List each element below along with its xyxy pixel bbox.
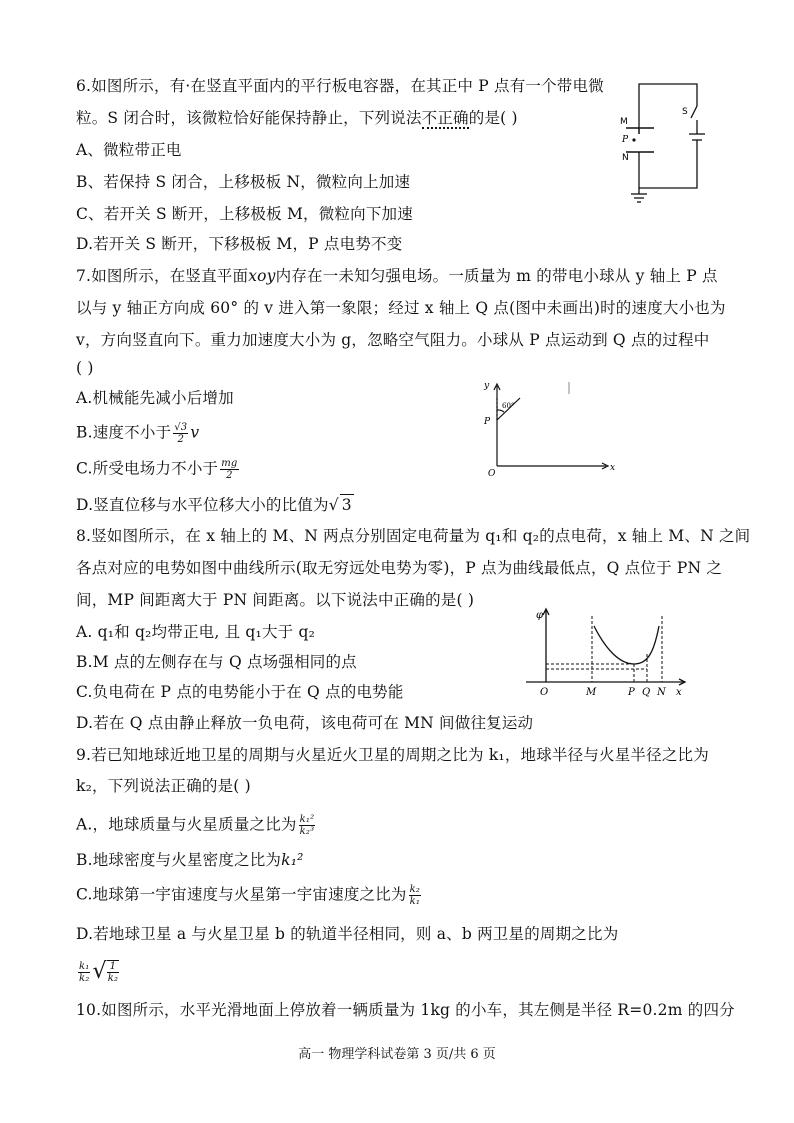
q6-capacitor-figure	[612, 76, 712, 206]
q10-stem-line1: 10.如图所示，水平光滑地面上停放着一辆质量为 1kg 的小车，其左侧是半径 R=0.2m 的四分	[76, 1001, 735, 1019]
q6-emphasis: 不正确	[421, 109, 469, 127]
q6-fig-label-s: S	[682, 107, 688, 117]
q8-fig-label-p: P	[628, 687, 635, 698]
q8-stem-line2: 各点对应的电势如图中曲线所示(取无穷远处电势为零)，P 点为曲线最低点，Q 点位于 PN 之	[76, 559, 723, 577]
q8-option-a: A. q₁和 q₂均带正电, 且 q₁大于 q₂	[76, 623, 316, 641]
q6-option-d: D.若开关 S 断开，下移极板 M，P 点电势不变	[76, 235, 403, 253]
q8-option-b: B.M 点的左侧存在与 Q 点场强相同的点	[76, 653, 357, 671]
q8-option-c: C.负电荷在 P 点的电势能小于在 Q 点的电势能	[76, 683, 404, 701]
q9-option-d: D.若地球卫星 a 与火星卫星 b 的轨道半径相同，则 a、b 两卫星的周期之比为	[76, 925, 619, 943]
q6-stem-line2: 粒。S 闭合时，该微粒恰好能保持静止，下列说法不正确的是( )	[76, 109, 518, 127]
q9-option-a: A.，地球质量与火星质量之比为 $\frac{\text{k₁²}}{\text{k₂³}}$	[76, 814, 315, 837]
q7-stem-line4: ( )	[76, 359, 94, 377]
q8-fig-label-o: O	[540, 687, 549, 698]
q8-stem-line1: 8.竖如图所示，在 x 轴上的 M、N 两点分别固定电荷量为 q₁和 q₂的点电荷，x 轴上 M、N 之间	[76, 527, 751, 545]
q8-stem-line3: 间，MP 间距离大于 PN 间距离。以下说法中正确的是( )	[76, 591, 475, 609]
q7-fig-label-y: y	[484, 381, 490, 391]
q9-stem-line1: 9.若已知地球近地卫星的周期与火星近火卫星的周期之比为 k₁，地球半径与火星半径之比为	[76, 746, 709, 764]
q8-fig-label-phi: φ	[536, 610, 544, 621]
q8-fig-label-n: N	[657, 687, 666, 698]
page-footer: 高一 物理学科试卷第 3 页/共 6 页	[298, 1047, 496, 1062]
q6-fig-label-p: P	[622, 135, 629, 145]
q9-option-b: B.地球密度与火星密度之比为k₁²	[76, 851, 304, 869]
q7-axes-figure	[480, 378, 620, 478]
q7-option-b: B.速度不小于 $\frac{√3}{2}$ v	[76, 422, 200, 445]
q9-stem-line2: k₂，下列说法正确的是( )	[76, 777, 251, 795]
q7-option-a: A.机械能先减小后增加	[76, 389, 234, 407]
q7-fig-label-angle: 60°	[502, 402, 515, 410]
q6-fig-label-m: M	[620, 117, 628, 127]
q9-option-c: C.地球第一宇宙速度与火星第一宇宙速度之比为 $\frac{\text{k₂}}{\text{k₁}}$	[76, 884, 421, 907]
q8-option-d: D.若在 Q 点由静止释放一负电荷，该电荷可在 MN 间做往复运动	[76, 714, 534, 732]
q7-stem-line2: 以与 y 轴正方向成 60° 的 v 进入第一象限；经过 x 轴上 Q 点(图中未画出)时的速度大小也为	[76, 299, 726, 317]
q9-option-d-formula: $\frac{\text{k₁}}{\text{k₂}}$ √ $\frac{1}{\text{k₂}}$	[79, 959, 119, 984]
q7-stem-line3: v，方向竖直向下。重力加速度大小为 g，忽略空气阻力。小球从 P 点运动到 Q 点的过程中	[76, 331, 710, 349]
q7-stem-line1: 7.如图所示，在竖直平面xoy内存在一未知匀强电场。一质量为 m 的带电小球从 y 轴上 P 点	[76, 267, 718, 285]
q6-option-c: C、若开关 S 断开，上移极板 M，微粒向下加速	[76, 205, 413, 223]
q8-fig-label-x: x	[676, 687, 682, 698]
q7-fig-label-x: x	[610, 463, 616, 473]
q6-fig-label-n: N	[622, 153, 629, 163]
q7-fig-label-p: P	[484, 417, 491, 427]
q7-option-c: C.所受电场力不小于 $\frac{mg}{2}$	[76, 458, 238, 481]
q6-option-a: A、微粒带正电	[76, 141, 182, 159]
q6-option-b: B、若保持 S 闭合，上移极板 N，微粒向上加速	[76, 173, 411, 191]
q8-potential-figure	[516, 602, 696, 698]
q8-fig-label-q: Q	[642, 687, 651, 698]
q7-fig-label-o: O	[488, 469, 496, 478]
q7-option-d: D.竖直位移与水平位移大小的比值为√ 3	[76, 496, 352, 514]
q8-fig-label-m: M	[586, 687, 597, 698]
q6-stem-line1: 6.如图所示，有·在竖直平面内的平行板电容器，在其正中 P 点有一个带电微	[76, 77, 604, 95]
